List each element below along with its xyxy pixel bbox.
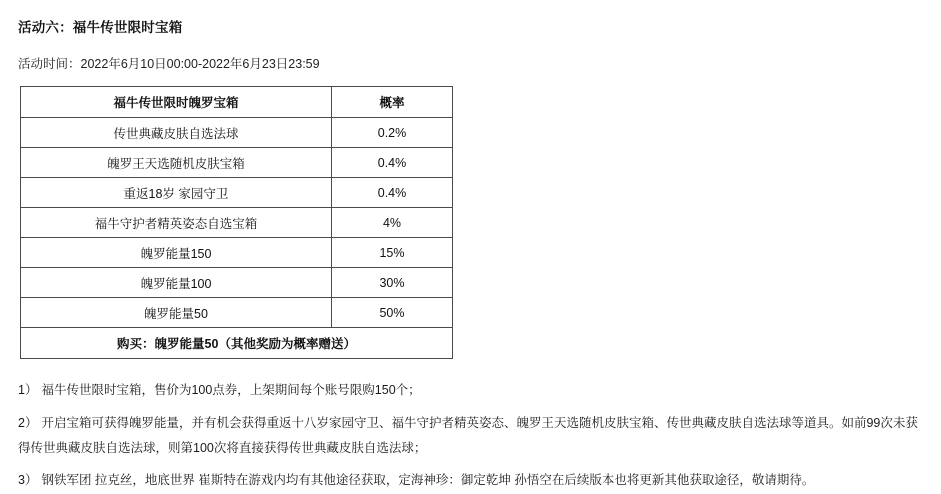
note-index: 3） <box>18 472 38 487</box>
table-cell-rate: 30% <box>332 268 453 298</box>
table-header-row <box>21 87 453 118</box>
table-cell-item: 魄罗王天选随机皮肤宝箱 <box>21 148 332 178</box>
event-period-value: 2022年6月10日00:00-2022年6月23日23:59 <box>80 57 320 71</box>
note-index: 1） <box>18 383 38 397</box>
table-header-rate: 概率 <box>332 87 453 118</box>
page-title: 活动六：福牛传世限时宝箱 <box>18 20 183 35</box>
list-item <box>18 469 923 493</box>
table-footer-row <box>21 328 453 359</box>
table-cell-item: 传世典藏皮肤自选法球 <box>21 118 332 148</box>
table-cell-rate: 15% <box>332 238 453 268</box>
table-row <box>21 268 453 298</box>
table-cell-rate: 0.4% <box>332 178 453 208</box>
notes-list <box>18 379 923 493</box>
list-item <box>18 411 923 461</box>
table-row <box>21 238 453 268</box>
probability-table <box>20 86 453 359</box>
table-cell-rate: 0.2% <box>332 118 453 148</box>
event-period-label: 活动时间： <box>18 57 81 71</box>
note-text: 开启宝箱可获得魄罗能量，并有机会获得重返十八岁家园守卫、福牛守护者精英姿态、魄罗王天选随机皮肤宝箱、传世典藏皮肤自选法球等道具。如前99次未获得传世典藏皮肤自选法球，则第100次将直接获得传世典藏皮肤自选法球； <box>18 415 918 455</box>
table-body <box>21 118 453 359</box>
note-text: 福牛传世限时宝箱，售价为100点券，上架期间每个账号限购150个； <box>41 383 421 397</box>
list-item <box>18 379 923 403</box>
table-cell-item: 重返18岁 家园守卫 <box>21 178 332 208</box>
table-row <box>21 118 453 148</box>
table-cell-item: 魄罗能量100 <box>21 268 332 298</box>
table-cell-rate: 50% <box>332 298 453 328</box>
note-index: 2） <box>18 415 38 430</box>
table-header-item: 福牛传世限时魄罗宝箱 <box>21 87 332 118</box>
table-row <box>21 298 453 328</box>
table-cell-rate: 4% <box>332 208 453 238</box>
table-cell-item: 福牛守护者精英姿态自选宝箱 <box>21 208 332 238</box>
table-head <box>21 87 453 118</box>
table-row <box>21 208 453 238</box>
table-row <box>21 148 453 178</box>
table-cell-item: 魄罗能量50 <box>21 298 332 328</box>
event-period <box>18 54 923 72</box>
table-row <box>21 178 453 208</box>
table-footer-cell: 购买：魄罗能量50（其他奖励为概率赠送） <box>21 328 453 359</box>
table-cell-rate: 0.4% <box>332 148 453 178</box>
note-text: 钢铁军团 拉克丝，地底世界 崔斯特在游戏内均有其他途径获取，定海神珍：御定乾坤 孙悟空在后续版本也将更新其他获取途径，敬请期待。 <box>41 472 815 487</box>
table-cell-item: 魄罗能量150 <box>21 238 332 268</box>
